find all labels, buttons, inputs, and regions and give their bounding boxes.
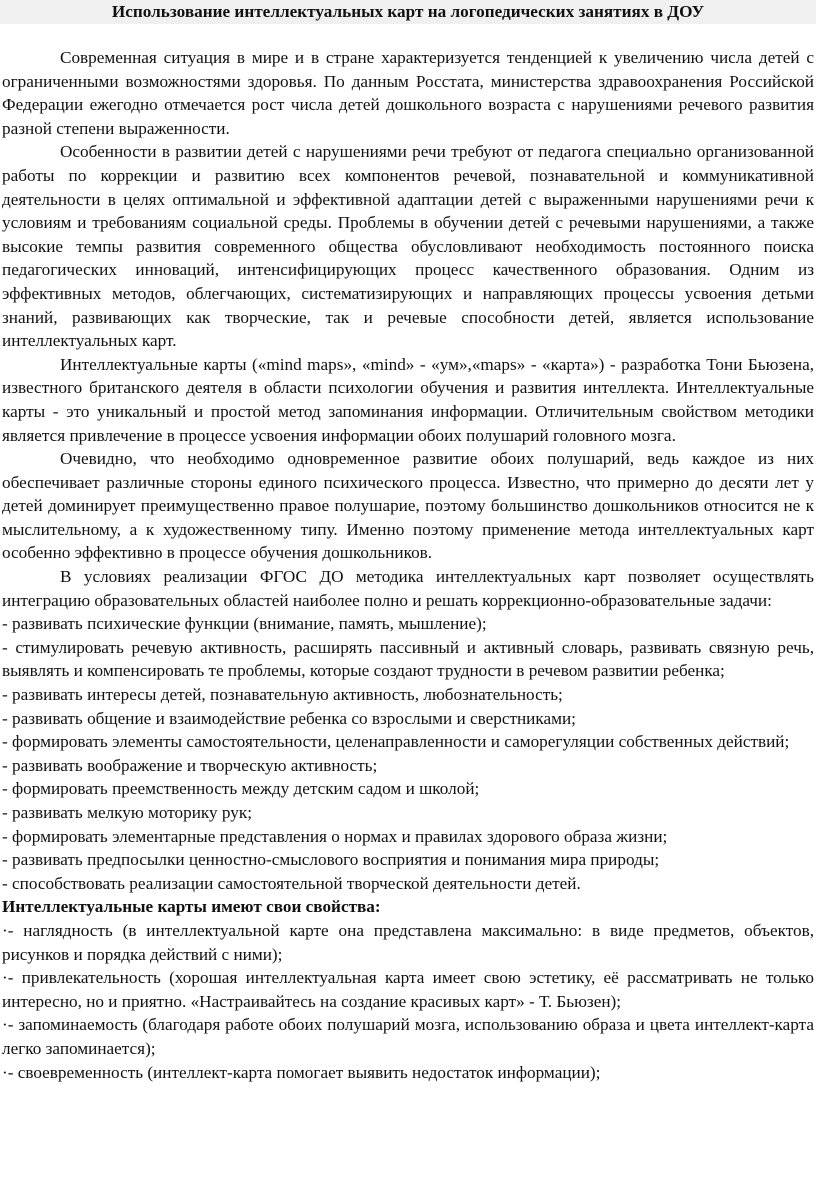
task-item: - формировать элементарные представления о нормах и правилах здорового образа жизни;: [2, 826, 668, 846]
paragraph-2: Особенности в развитии детей с нарушениями речи требуют от педагога специально организованной работы по коррекции и развитию всех компонентов речевой, познавательной и коммуникативной деятельности в целях оптимальной и эффективной адаптации детей с выраженными нарушениями речи к условиям и требованиям социальной среды. Проблемы в обучении детей с речевыми нарушениями, а также высокие темпы развития современного общества обусловливают необходимость постоянного поиска педагогических инноваций, интенсифицирующих процесс качественного образования. Одним из эффективных методов, облегчающих, систематизирующих и направляющих процессы усвоения детьми знаний, развивающих как творческие, так и речевые способности детей, является использование интеллектуальных карт.: [2, 142, 814, 351]
task-item: - развивать предпосылки ценностно-смыслового восприятия и понимания мира природы;: [2, 850, 660, 870]
property-item: ·- наглядность (в интеллектуальной карте она представлена максимально: в виде предметов, объектов, рисунков и порядка действий с ними);: [2, 920, 814, 964]
paragraph-5: В условиях реализации ФГОС ДО методика интеллектуальных карт позволяет осуществлять интеграцию образовательных областей наиболее полно и решать коррекционно-образовательные задачи:: [2, 567, 814, 610]
paragraph-1: Современная ситуация в мире и в стране характеризуется тенденцией к увеличению числа детей с ограниченными возможностями здоровья. По данным Росстата, министерства здравоохранения Российской Федерации ежегодно отмечается рост числа детей дошкольного возраста с нарушениями речевого развития разной степени выраженности.: [2, 48, 814, 138]
properties-heading: Интеллектуальные карты имеют свои свойства:: [2, 897, 381, 917]
task-item: - развивать мелкую моторику рук;: [2, 803, 252, 822]
task-item: - развивать общение и взаимодействие ребенка со взрослыми и сверстниками;: [2, 708, 576, 728]
task-item: - формировать элементы самостоятельности, целенаправленности и саморегуляции собственных действий;: [2, 732, 790, 752]
task-item: - формировать преемственность между детским садом и школой;: [2, 779, 480, 799]
property-item: ·- своевременность (интеллект-карта помогает выявить недостаток информации);: [2, 1062, 601, 1082]
property-item: ·- запоминаемость (благодаря работе обоих полушарий мозга, использованию образа и цвета интеллект-карта легко запоминается);: [2, 1015, 814, 1058]
task-item: - способствовать реализации самостоятельной творческой деятельности детей.: [2, 873, 581, 893]
task-item: - стимулировать речевую активность, расширять пассивный и активный словарь, развивать связную речь, выявлять и компенсировать те проблемы, которые создают трудности в речевом развитии ребенка;: [2, 637, 814, 681]
document-title: Использование интеллектуальных карт на логопедических занятиях в ДОУ: [0, 0, 816, 24]
paragraph-3: Интеллектуальные карты («mind maps», «mind» - «ум»,«maps» - «карта») - разработка Тони Бьюзена, известного британского деятеля в области психологии обучения и развития интеллекта. Интеллектуальные карты - это уникальный и простой метод запоминания информации. Отличительным свойством методики является привлечение в процессе усвоения информации обоих полушарий головного мозга.: [2, 354, 814, 445]
task-item: - развивать психические функции (внимание, память, мышление);: [2, 614, 487, 634]
document-body: [2, 46, 814, 1084]
title-spacer: [2, 24, 814, 46]
task-item: - развивать воображение и творческую активность;: [2, 755, 378, 775]
property-item: ·- привлекательность (хорошая интеллектуальная карта имеет свою эстетику, её рассматривать не только интересно, но и приятно. «Настраивайтесь на создание красивых карт» - Т. Бьюзен);: [2, 968, 814, 1011]
paragraph-4: Очевидно, что необходимо одновременное развитие обоих полушарий, ведь каждое из них обеспечивает различные стороны единого психического процесса. Известно, что примерно до десяти лет у детей доминирует преимущественно правое полушарие, поэтому большинство дошкольников относится не к мыслительному, а к художественному типу. Именно поэтому применение метода интеллектуальных карт особенно эффективно в процессе обучения дошкольников.: [2, 449, 814, 563]
task-item: - развивать интересы детей, познавательную активность, любознательность;: [2, 685, 563, 705]
